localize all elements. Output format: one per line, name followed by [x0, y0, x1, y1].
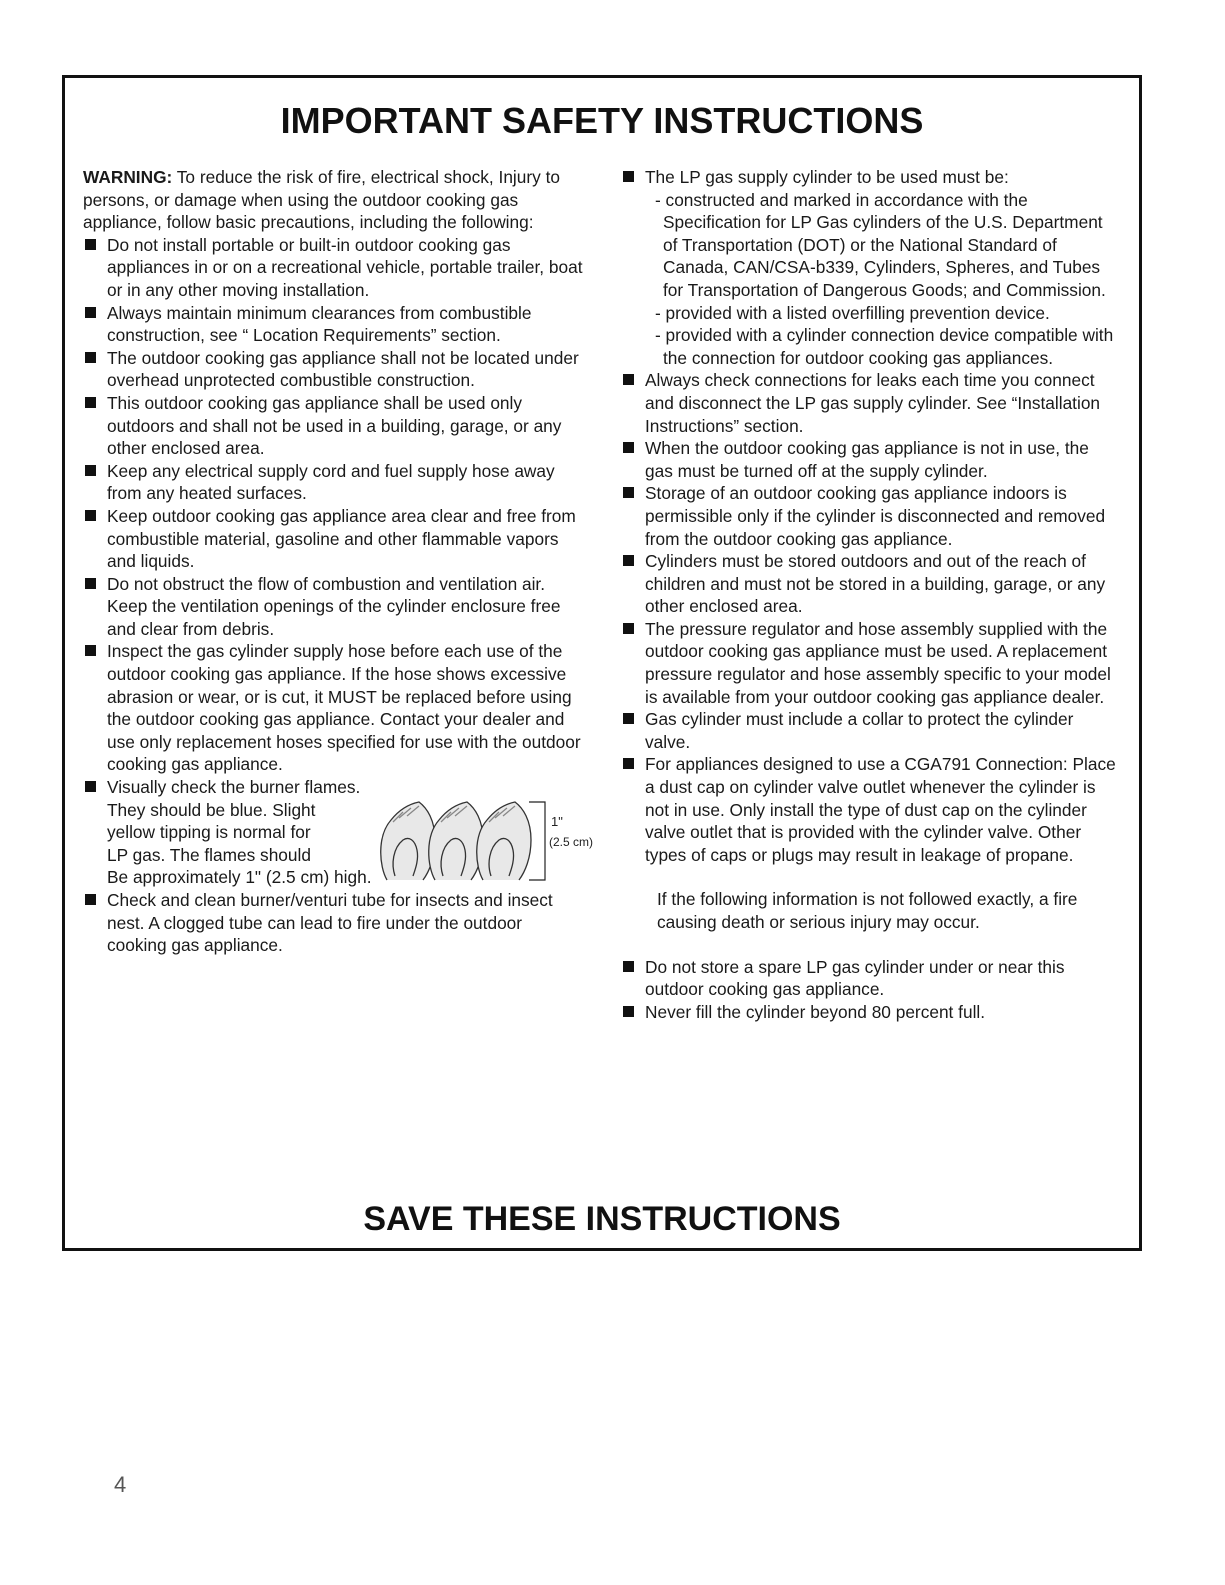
- square-bullet-icon: [623, 171, 634, 182]
- square-bullet-icon: [623, 487, 634, 498]
- flame-check-item: Visually check the burner flames. They should be blue. Slight yellow tipping is normal for LP gas. The flames should Be approximately 1" (2.5 cm) high. 1" (2.5 cm): [83, 776, 583, 889]
- warning-intro: [83, 166, 583, 234]
- safety-instructions-box: [62, 75, 1142, 1251]
- square-bullet-icon: [85, 465, 96, 476]
- list-item: Do not install portable or built-in outdoor cooking gas appliances in or on a recreational vehicle, portable trailer, boat or in any other moving installation.: [83, 234, 583, 302]
- square-bullet-icon: [85, 645, 96, 656]
- square-bullet-icon: [623, 623, 634, 634]
- list-item: Gas cylinder must include a collar to protect the cylinder valve.: [621, 708, 1121, 753]
- right-column: [621, 166, 1121, 1023]
- list-item: Keep outdoor cooking gas appliance area clear and free from combustible material, gasoline and other flammable vapors and liquids.: [83, 505, 583, 573]
- square-bullet-icon: [85, 510, 96, 521]
- square-bullet-icon: [85, 239, 96, 250]
- list-item: Always maintain minimum clearances from combustible construction, see “ Location Requirements” section.: [83, 302, 583, 347]
- list-item: Do not obstruct the flow of combustion and ventilation air. Keep the ventilation openings of the cylinder enclosure free and clear from debris.: [83, 573, 583, 641]
- square-bullet-icon: [85, 894, 96, 905]
- flame-height-cm: (2.5 cm): [549, 835, 594, 850]
- list-item: Keep any electrical supply cord and fuel supply hose away from any heated surfaces.: [83, 460, 583, 505]
- list-item: This outdoor cooking gas appliance shall be used only outdoors and shall not be used in a building, garage, or any other enclosed area.: [83, 392, 583, 460]
- square-bullet-icon: [85, 781, 96, 792]
- spacer: [621, 866, 1121, 888]
- list-item: Storage of an outdoor cooking gas appliance indoors is permissible only if the cylinder is disconnected and removed from the outdoor cooking gas appliance.: [621, 482, 1121, 550]
- right-bullet-list: [621, 166, 1121, 866]
- list-item: The outdoor cooking gas appliance shall not be located under overhead unprotected combustible construction.: [83, 347, 583, 392]
- square-bullet-icon: [623, 374, 634, 385]
- list-item: Never fill the cylinder beyond 80 percent full.: [621, 1001, 1121, 1024]
- flame-height-inches: 1": [551, 814, 563, 830]
- square-bullet-icon: [623, 961, 634, 972]
- burner-flames-illustration: [373, 796, 603, 884]
- cylinder-requirements: - constructed and marked in accordance with the Specification for LP Gas cylinders of the U.S. Department of Transportation (DOT) or the National Standard of Canada, CAN/CSA-b339, Cylinders, Spheres, and Tubes for Transportation of Dangerous Goods; and Commission. - provided with a listed overfilling prevention device. - provided with a cylinder connection device compatible with the connection for outdoor cooking gas appliances.: [655, 189, 1114, 368]
- list-item: Always check connections for leaks each time you connect and disconnect the LP gas supply cylinder. See “Installation Instructions” section.: [621, 369, 1121, 437]
- flame-icon: [381, 802, 435, 880]
- final-bullet-list: [621, 956, 1121, 1024]
- list-item: Check and clean burner/venturi tube for insects and insect nest. A clogged tube can lead to fire under the outdoor cooking gas appliance.: [83, 889, 583, 957]
- square-bullet-icon: [85, 397, 96, 408]
- flame-icon: [429, 802, 483, 880]
- warning-text: To reduce the risk of fire, electrical shock, Injury to persons, or damage when using the outdoor cooking gas appliance, follow basic precautions, including the following:: [83, 167, 560, 233]
- square-bullet-icon: [623, 758, 634, 769]
- page-title: IMPORTANT SAFETY INSTRUCTIONS: [280, 100, 924, 141]
- square-bullet-icon: [85, 352, 96, 363]
- left-bullet-list: [83, 234, 594, 957]
- left-column: [83, 166, 594, 957]
- square-bullet-icon: [85, 307, 96, 318]
- square-bullet-icon: [623, 442, 634, 453]
- list-item: The LP gas supply cylinder to be used must be: - constructed and marked in accordance with the Specification for LP Gas cylinders of the U.S. Department of Transportation (DOT) or the National Standard of Canada, CAN/CSA-b339, Cylinders, Spheres, and Tubes for Transportation of Dangerous Goods; and Commission. - provided with a listed overfilling prevention device. - provided with a cylinder connection device compatible with the connection for outdoor cooking gas appliances.: [621, 166, 1121, 369]
- footer-title: SAVE THESE INSTRUCTIONS: [363, 1200, 841, 1238]
- list-item: For appliances designed to use a CGA791 Connection: Place a dust cap on cylinder valve outlet whenever the cylinder is not in use. Only install the type of dust cap on the cylinder valve outlet that is provided with the cylinder valve. Other types of caps or plugs may result in leakage of propane.: [621, 753, 1121, 866]
- list-item: Cylinders must be stored outdoors and out of the reach of children and must not be stored in a building, garage, or any other enclosed area.: [621, 550, 1121, 618]
- list-item: The pressure regulator and hose assembly supplied with the outdoor cooking gas appliance must be used. A replacement pressure regulator and hose assembly specific to your model is available from your outdoor cooking gas appliance dealer.: [621, 618, 1121, 708]
- list-item: Do not store a spare LP gas cylinder under or near this outdoor cooking gas appliance.: [621, 956, 1121, 1001]
- square-bullet-icon: [85, 578, 96, 589]
- flame-icon: [477, 802, 531, 880]
- page-number: 4: [114, 1472, 127, 1497]
- square-bullet-icon: [623, 555, 634, 566]
- spacer: [621, 934, 1121, 956]
- square-bullet-icon: [623, 713, 634, 724]
- warning-label: WARNING:: [83, 167, 173, 187]
- square-bullet-icon: [623, 1006, 634, 1017]
- list-item: Inspect the gas cylinder supply hose before each use of the outdoor cooking gas appliance. If the hose shows excessive abrasion or wear, or is cut, it MUST be replaced before using the outdoor cooking gas appliance. Contact your dealer and use only replacement hoses specified for use with the outdoor cooking gas appliance.: [83, 640, 583, 776]
- fire-warning-note: If the following information is not followed exactly, a fire causing death or serious injury may occur.: [657, 889, 1078, 932]
- list-item: When the outdoor cooking gas appliance is not in use, the gas must be turned off at the supply cylinder.: [621, 437, 1121, 482]
